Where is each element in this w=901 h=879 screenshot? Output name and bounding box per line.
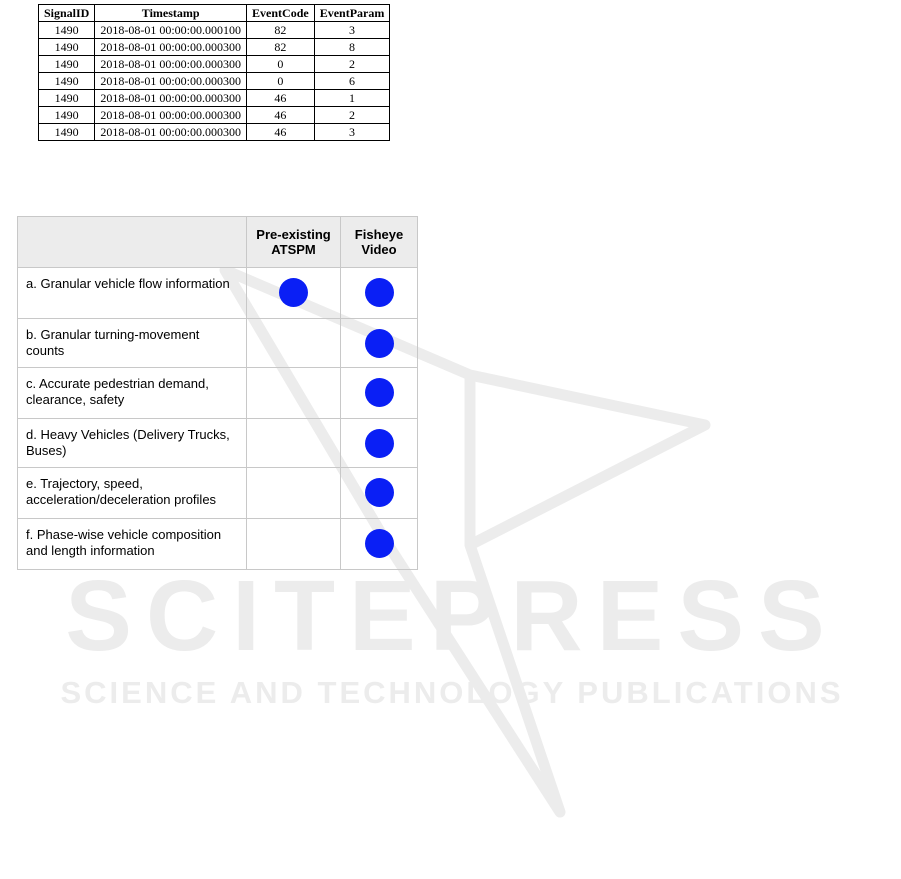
atspm-cell: [247, 319, 341, 368]
cell-eventcode: 82: [247, 39, 315, 56]
watermark-title: SCITEPRESS: [65, 560, 839, 672]
watermark-subtitle: SCIENCE AND TECHNOLOGY PUBLICATIONS: [60, 675, 844, 710]
feature-label: b. Granular turning-movement counts: [18, 319, 247, 368]
filled-circle-icon: [365, 429, 394, 458]
fisheye-cell: [341, 419, 418, 468]
fisheye-cell: [341, 268, 418, 319]
atspm-cell: [247, 268, 341, 319]
col-header-eventparam: EventParam: [314, 5, 390, 22]
cell-timestamp: 2018-08-01 00:00:00.000300: [95, 107, 247, 124]
cell-eventcode: 46: [247, 107, 315, 124]
fisheye-cell: [341, 468, 418, 519]
filled-circle-icon: [279, 278, 308, 307]
filled-circle-icon: [365, 278, 394, 307]
cell-eventparam: 6: [314, 73, 390, 90]
filled-circle-icon: [365, 329, 394, 358]
cell-signalid: 1490: [39, 107, 95, 124]
table-row: [18, 319, 418, 368]
event-table-header-row: [39, 5, 390, 22]
fisheye-cell: [341, 368, 418, 419]
feature-label: c. Accurate pedestrian demand, clearance, safety: [18, 368, 247, 419]
table-row: [18, 268, 418, 319]
table-row: [39, 56, 390, 73]
col-header-fisheye: Fisheye Video: [341, 217, 418, 268]
col-header-atspm: Pre-existing ATSPM: [247, 217, 341, 268]
atspm-cell: [247, 519, 341, 570]
cell-eventcode: 0: [247, 73, 315, 90]
cell-eventcode: 82: [247, 22, 315, 39]
comparison-header-row: [18, 217, 418, 268]
cell-timestamp: 2018-08-01 00:00:00.000300: [95, 56, 247, 73]
table-row: [18, 519, 418, 570]
feature-label: e. Trajectory, speed, acceleration/deceleration profiles: [18, 468, 247, 519]
table-row: [18, 468, 418, 519]
cell-timestamp: 2018-08-01 00:00:00.000300: [95, 39, 247, 56]
cell-eventparam: 3: [314, 124, 390, 141]
filled-circle-icon: [365, 478, 394, 507]
fisheye-cell: [341, 319, 418, 368]
table-row: [18, 419, 418, 468]
table-row: [39, 107, 390, 124]
cell-eventparam: 8: [314, 39, 390, 56]
atspm-cell: [247, 468, 341, 519]
cell-signalid: 1490: [39, 90, 95, 107]
col-header-eventcode: EventCode: [247, 5, 315, 22]
table-row: [39, 39, 390, 56]
table-row: [39, 90, 390, 107]
comparison-table: [17, 216, 418, 570]
cell-eventcode: 46: [247, 90, 315, 107]
table-row: [18, 368, 418, 419]
feature-label: a. Granular vehicle flow information: [18, 268, 247, 319]
col-header-signalid: SignalID: [39, 5, 95, 22]
cell-eventparam: 2: [314, 56, 390, 73]
table-row: [39, 73, 390, 90]
filled-circle-icon: [365, 529, 394, 558]
col-header-feature: [18, 217, 247, 268]
cell-eventcode: 0: [247, 56, 315, 73]
cell-timestamp: 2018-08-01 00:00:00.000100: [95, 22, 247, 39]
table-row: [39, 22, 390, 39]
event-log-table: [38, 4, 390, 141]
atspm-cell: [247, 368, 341, 419]
cell-eventparam: 3: [314, 22, 390, 39]
cell-signalid: 1490: [39, 22, 95, 39]
feature-label: d. Heavy Vehicles (Delivery Trucks, Buses): [18, 419, 247, 468]
cell-signalid: 1490: [39, 39, 95, 56]
col-header-timestamp: Timestamp: [95, 5, 247, 22]
cell-timestamp: 2018-08-01 00:00:00.000300: [95, 73, 247, 90]
cell-timestamp: 2018-08-01 00:00:00.000300: [95, 90, 247, 107]
feature-label: f. Phase-wise vehicle composition and length information: [18, 519, 247, 570]
cell-eventparam: 2: [314, 107, 390, 124]
cell-signalid: 1490: [39, 73, 95, 90]
cell-signalid: 1490: [39, 56, 95, 73]
cell-eventparam: 1: [314, 90, 390, 107]
fisheye-cell: [341, 519, 418, 570]
cell-timestamp: 2018-08-01 00:00:00.000300: [95, 124, 247, 141]
table-row: [39, 124, 390, 141]
cell-signalid: 1490: [39, 124, 95, 141]
cell-eventcode: 46: [247, 124, 315, 141]
atspm-cell: [247, 419, 341, 468]
filled-circle-icon: [365, 378, 394, 407]
